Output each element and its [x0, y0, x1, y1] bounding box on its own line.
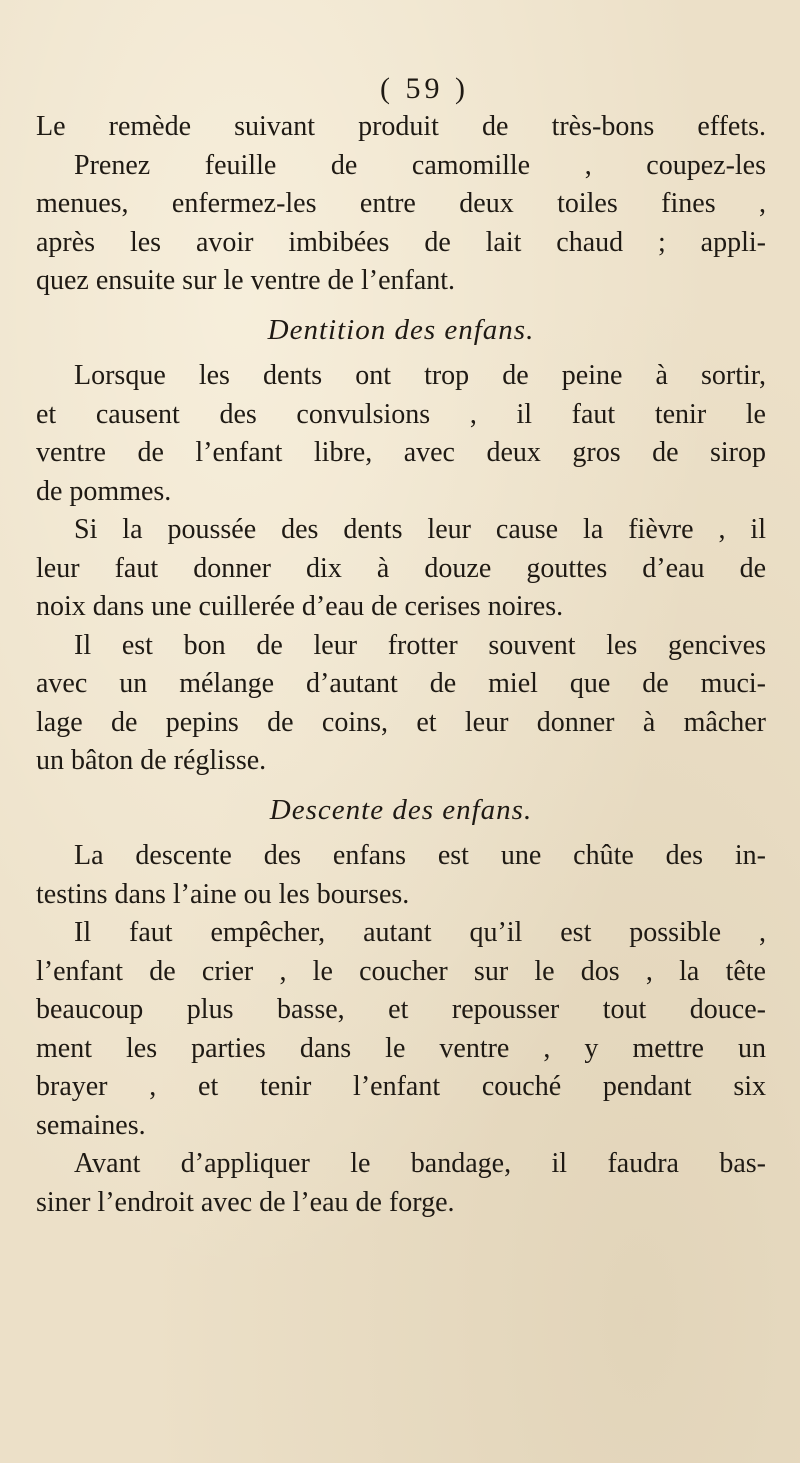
- paragraph: [36, 914, 766, 1145]
- text-line: Le remède suivant produit de très-bons effets.: [36, 111, 766, 142]
- paragraph: [36, 1145, 766, 1222]
- text-line: brayer , et tenir l’enfant couché pendant six: [36, 1071, 766, 1102]
- text-line: leur faut donner dix à douze gouttes d’eau de: [36, 552, 766, 584]
- text-line: quez ensuite sur le ventre de l’enfant.: [36, 265, 456, 296]
- text-line: beaucoup plus basse, et repousser tout douce-: [36, 994, 766, 1025]
- page-number: ( 59 ): [380, 72, 469, 105]
- section-heading: Dentition des enfans.: [267, 313, 535, 346]
- text-line: Lorsque les dents ont trop de peine à sortir,: [74, 360, 766, 391]
- text-line: testins dans l’aine ou les bourses.: [36, 878, 410, 910]
- text-line: menues, enfermez-les entre deux toiles fines ,: [36, 188, 766, 219]
- text-line: et causent des convulsions , il faut tenir le: [36, 398, 766, 430]
- text-line: Il est bon de leur frotter souvent les gencives: [74, 629, 766, 661]
- text-line: semaines.: [36, 1109, 146, 1141]
- text-line: l’enfant de crier , le coucher sur le dos , la tête: [36, 955, 766, 987]
- text-line: Il faut empêcher, autant qu’il est possible ,: [74, 917, 766, 948]
- text-line: de pommes.: [36, 475, 172, 507]
- paragraph: [36, 108, 766, 301]
- text-line: noix dans une cuillerée d’eau de cerises noires.: [36, 591, 564, 622]
- text-line: Si la poussée des dents leur cause la fièvre , il: [74, 514, 766, 545]
- text-line: ventre de l’enfant libre, avec deux gros de sirop: [36, 437, 766, 468]
- paragraph: [36, 627, 766, 781]
- text-line: lage de pepins de coins, et leur donner à mâcher: [36, 706, 766, 738]
- text-line: avec un mélange d’autant de miel que de muci-: [36, 668, 766, 699]
- page-body: [36, 108, 766, 1222]
- text-line: un bâton de réglisse.: [36, 745, 267, 776]
- text-line: Prenez feuille de camomille , coupez-les: [74, 149, 766, 181]
- paragraph: [36, 511, 766, 627]
- text-line: ment les parties dans le ventre , y mettre un: [36, 1032, 766, 1064]
- paragraph: [36, 357, 766, 511]
- text-line: La descente des enfans est une chûte des in-: [74, 840, 766, 871]
- text-line: Avant d’appliquer le bandage, il faudra bas-: [74, 1148, 766, 1179]
- text-line: siner l’endroit avec de l’eau de forge.: [36, 1186, 455, 1218]
- section-heading: Descente des enfans.: [269, 793, 533, 826]
- text-line: après les avoir imbibées de lait chaud ; appli-: [36, 226, 766, 258]
- paragraph: [36, 837, 766, 914]
